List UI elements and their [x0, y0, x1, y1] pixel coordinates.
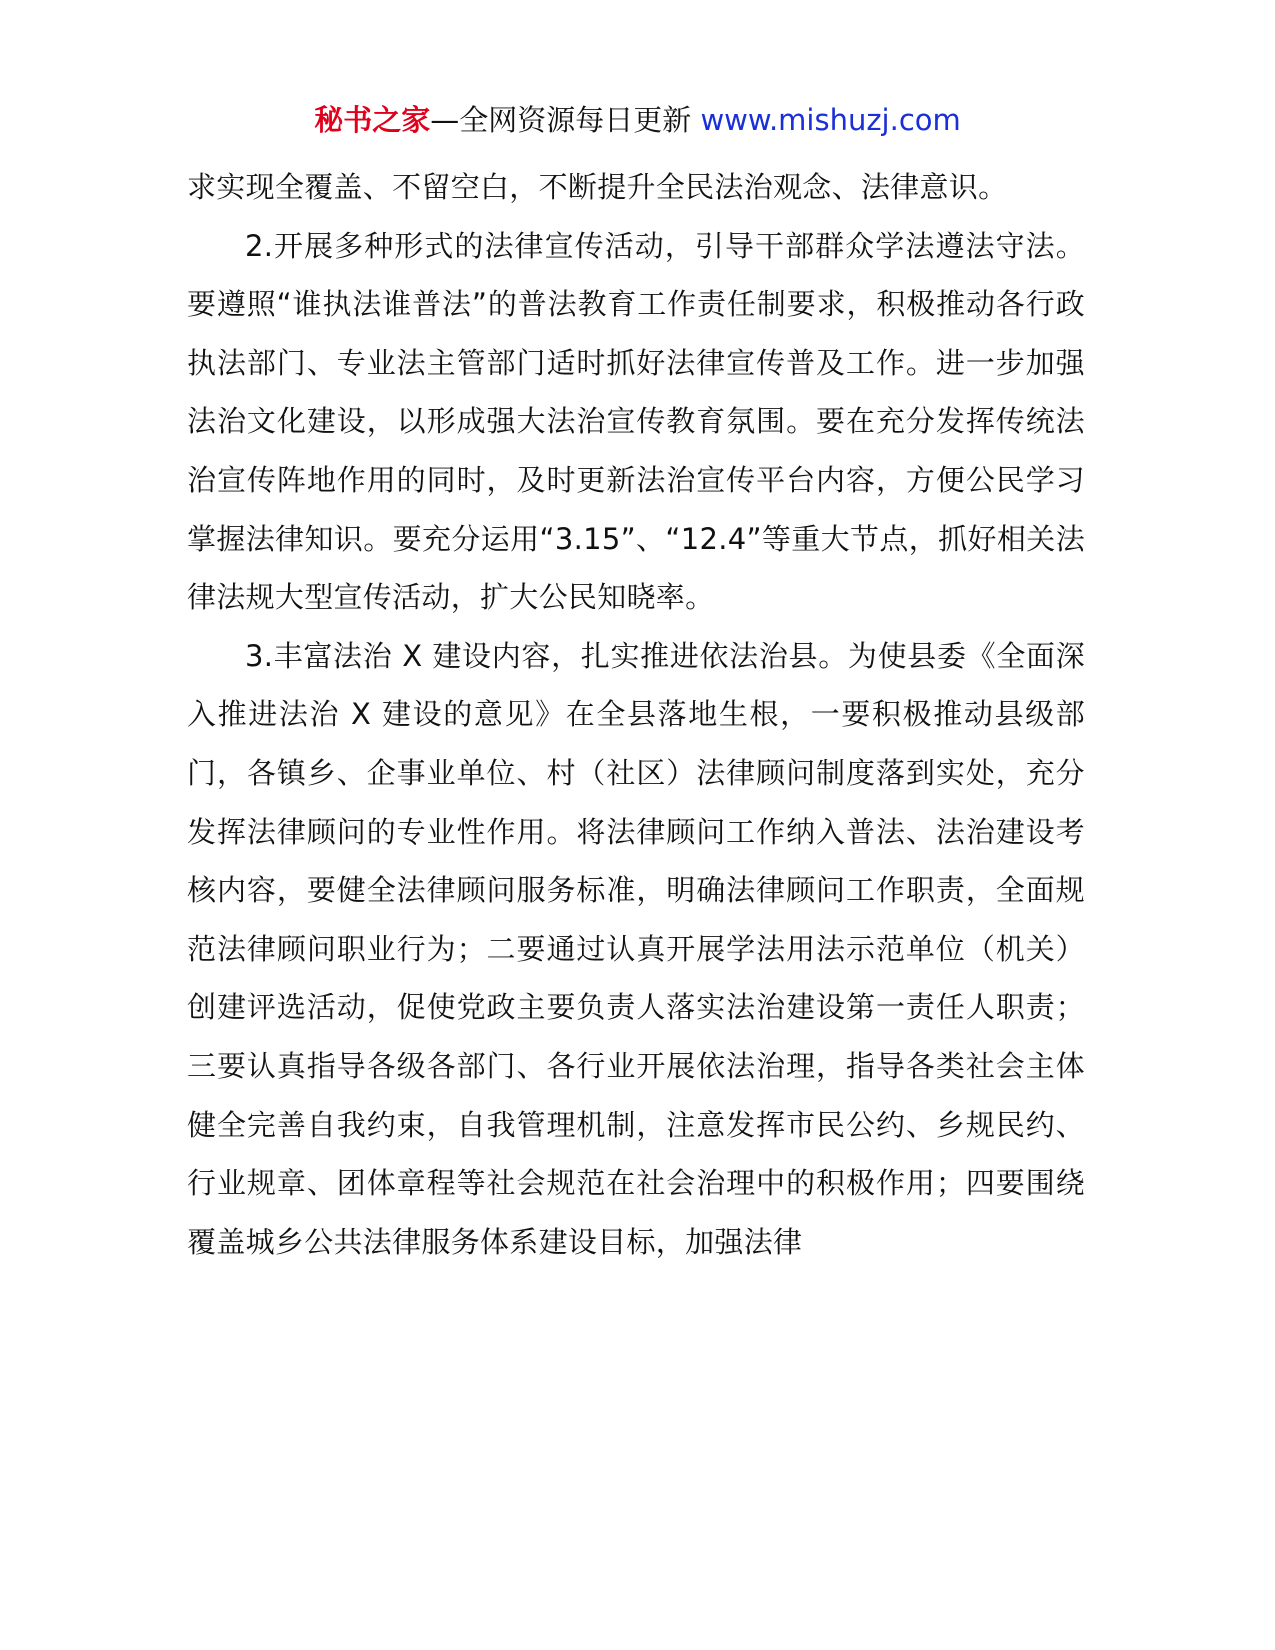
document-body: [187, 158, 1085, 1271]
site-brand: 秘书之家: [314, 103, 431, 137]
paragraph-item-2: 2.开展多种形式的法律宣传活动，引导干部群众学法遵法守法。要遵照“谁执法谁普法”的普法教育工作责任制要求，积极推动各行政执法部门、专业法主管部门适时抓好法律宣传普及工作。进一步加强法治文化建设，以形成强大法治宣传教育氛围。要在充分发挥传统法治宣传阵地作用的同时，及时更新法治宣传平台内容，方便公民学习掌握法律知识。要充分运用“3.15”、“12.4”等重大节点，抓好相关法律法规大型宣传活动，扩大公民知晓率。: [187, 228, 1085, 615]
site-tagline: —全网资源每日更新: [430, 103, 701, 137]
paragraph-item-3: 3.丰富法治 X 建设内容，扎实推进依法治县。为使县委《全面深入推进法治 X 建设的意见》在全县落地生根，一要积极推动县级部门，各镇乡、企事业单位、村（社区）法律顾问制度落到实处，充分发挥法律顾问的专业性作用。将法律顾问工作纳入普法、法治建设考核内容，要健全法律顾问服务标准，明确法律顾问工作职责，全面规范法律顾问职业行为；二要通过认真开展学法用法示范单位（机关）创建评选活动，促使党政主要负责人落实法治建设第一责任人职责；三要认真指导各级各部门、各行业开展依法治理，指导各类社会主体健全完善自我约束，自我管理机制，注意发挥市民公约、乡规民约、行业规章、团体章程等社会规范在社会治理中的积极作用；四要围绕覆盖城乡公共法律服务体系建设目标，加强法律: [187, 638, 1085, 1259]
site-url-link[interactable]: www.mishuzj.com: [700, 103, 961, 137]
paragraph-continuation: 求实现全覆盖、不留空白，不断提升全民法治观念、法律意识。: [187, 170, 1008, 204]
page-header: [0, 100, 1275, 140]
